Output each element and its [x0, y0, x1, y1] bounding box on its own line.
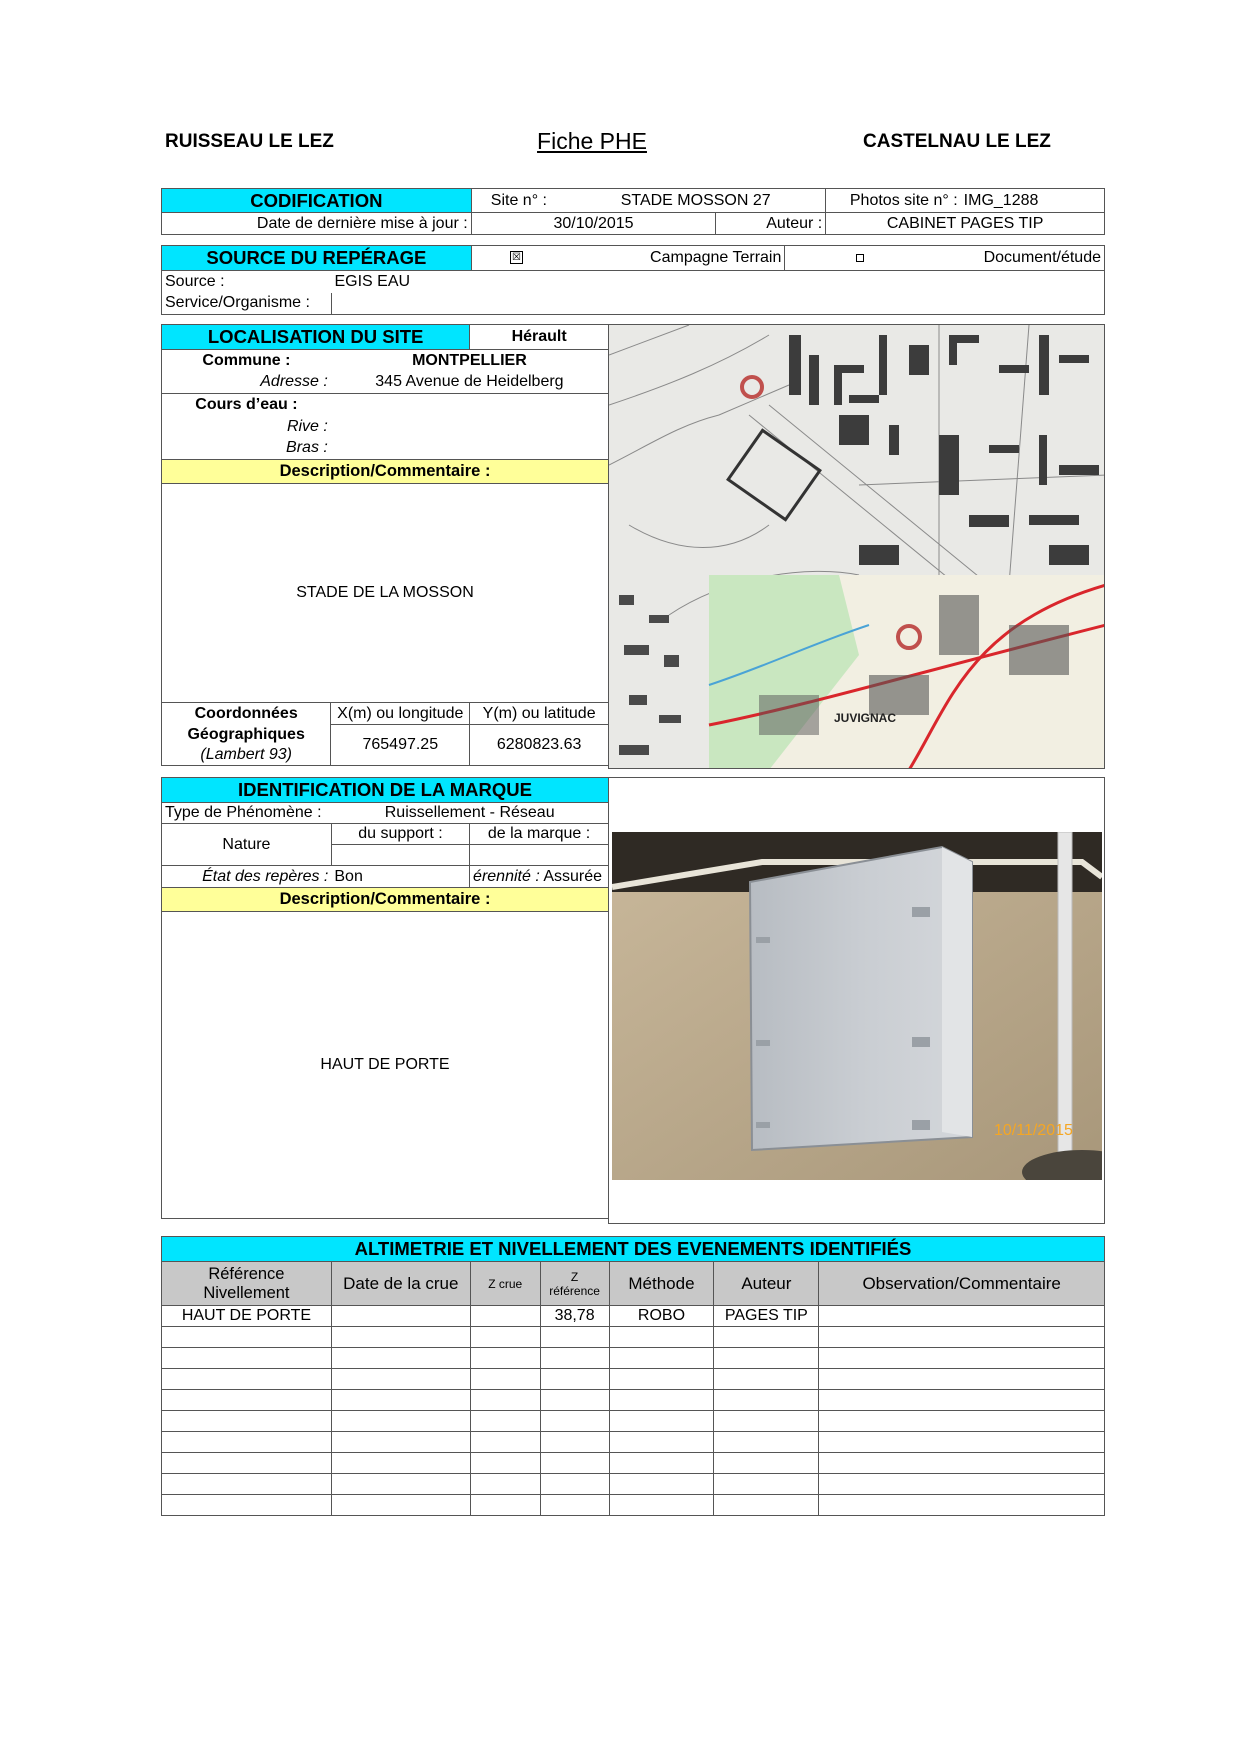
cell-zcrue: [470, 1495, 540, 1516]
perennite-value: Assurée: [543, 867, 603, 885]
marque-label: de la marque :: [470, 824, 609, 845]
site-label: Site n° :: [471, 189, 566, 213]
cell-methode: [609, 1453, 714, 1474]
cell-obs: [819, 1306, 1105, 1327]
date-value: 30/10/2015: [471, 213, 716, 235]
cell-methode: [609, 1348, 714, 1369]
adresse-label: Adresse :: [162, 372, 331, 394]
source-label: Source :: [162, 271, 332, 293]
support-label: du support :: [331, 824, 469, 845]
cell-methode: [609, 1390, 714, 1411]
cell-obs: [819, 1495, 1105, 1516]
cell-zref: 38,78: [540, 1306, 609, 1327]
cell-zref: [540, 1432, 609, 1453]
date-label: Date de dernière mise à jour :: [162, 213, 472, 235]
col-ref-line1: Référence: [208, 1264, 285, 1283]
campagne-checkbox[interactable]: ☒: [510, 251, 523, 264]
cell-zcrue: [470, 1432, 540, 1453]
cell-ref: [162, 1432, 332, 1453]
coord-label-1: Coordonnées: [162, 703, 331, 725]
map-place-label: JUVIGNAC: [834, 711, 897, 725]
cell-date: [331, 1453, 470, 1474]
cell-zref: [540, 1390, 609, 1411]
cell-date: [331, 1390, 470, 1411]
cell-zcrue: [470, 1453, 540, 1474]
auteur-value: CABINET PAGES TIP: [826, 213, 1105, 235]
table-row: [162, 1306, 1105, 1327]
cell-methode: [609, 1474, 714, 1495]
photo-date-stamp: 10/11/2015: [994, 1122, 1073, 1139]
type-value: Ruissellement - Réseau: [331, 803, 608, 824]
col-methode: Méthode: [609, 1262, 714, 1306]
codification-heading: CODIFICATION: [162, 189, 472, 213]
header-right: CASTELNAU LE LEZ: [863, 131, 1051, 152]
identification-heading: IDENTIFICATION DE LA MARQUE: [162, 778, 609, 803]
col-observation: Observation/Commentaire: [819, 1262, 1105, 1306]
site-value: STADE MOSSON 27: [566, 189, 826, 213]
perennite-label: érennité :: [473, 867, 540, 885]
cell-zref: [540, 1453, 609, 1474]
cell-zref: [540, 1348, 609, 1369]
cell-auteur: [714, 1432, 819, 1453]
campagne-label: Campagne Terrain: [561, 246, 785, 271]
photos-label: Photos site n° :: [826, 189, 961, 213]
cell-ref: [162, 1411, 332, 1432]
table-row: [162, 1411, 1105, 1432]
col-auteur: Auteur: [714, 1262, 819, 1306]
y-value: 6280823.63: [470, 725, 609, 766]
cell-ref: [162, 1495, 332, 1516]
identification-table: [161, 777, 609, 1219]
map-illustration: [609, 325, 1105, 769]
coord-label-3: (Lambert 93): [162, 745, 331, 766]
cell-ref: HAUT DE PORTE: [162, 1306, 332, 1327]
nature-label: Nature: [162, 824, 332, 866]
col-ref-line2: Nivellement: [203, 1283, 290, 1302]
identification-desc-value: HAUT DE PORTE: [162, 912, 609, 1219]
document-label: Document/étude: [935, 246, 1105, 271]
cell-ref: [162, 1474, 332, 1495]
commune-value: MONTPELLIER: [331, 350, 609, 372]
cell-methode: [609, 1495, 714, 1516]
photos-value: IMG_1288: [961, 189, 1105, 213]
cell-obs: [819, 1390, 1105, 1411]
cell-obs: [819, 1369, 1105, 1390]
identification-desc-heading: Description/Commentaire :: [162, 888, 609, 912]
cell-auteur: [714, 1390, 819, 1411]
codification-table: [161, 188, 1105, 235]
rive-label: Rive :: [162, 416, 331, 438]
cell-date: [331, 1432, 470, 1453]
cell-ref: [162, 1327, 332, 1348]
auteur-label: Auteur :: [716, 213, 826, 235]
cell-date: [331, 1474, 470, 1495]
cell-zcrue: [470, 1411, 540, 1432]
localisation-desc-heading: Description/Commentaire :: [162, 460, 609, 484]
cell-date: [331, 1306, 470, 1327]
cell-auteur: [714, 1327, 819, 1348]
etat-value: Bon: [331, 866, 469, 888]
page-title: Fiche PHE: [537, 128, 647, 154]
cell-zref: [540, 1327, 609, 1348]
table-row: [162, 1432, 1105, 1453]
cell-zcrue: [470, 1474, 540, 1495]
etat-label: État des repères :: [162, 866, 332, 888]
cell-date: [331, 1495, 470, 1516]
cours-eau-label: Cours d’eau :: [162, 394, 331, 416]
cell-zcrue: [470, 1327, 540, 1348]
cell-methode: [609, 1432, 714, 1453]
cell-obs: [819, 1474, 1105, 1495]
cell-date: [331, 1411, 470, 1432]
table-row: [162, 1390, 1105, 1411]
col-zcrue: Z crue: [470, 1262, 540, 1306]
table-row: [162, 1327, 1105, 1348]
photo-illustration: [612, 832, 1102, 1180]
cell-auteur: [714, 1348, 819, 1369]
col-zref-line1: Z: [570, 1269, 579, 1284]
col-date: Date de la crue: [331, 1262, 470, 1306]
cell-date: [331, 1327, 470, 1348]
altimetrie-table: [161, 1236, 1105, 1516]
cell-zcrue: [470, 1348, 540, 1369]
cell-obs: [819, 1348, 1105, 1369]
cell-zref: [540, 1411, 609, 1432]
cell-methode: [609, 1369, 714, 1390]
table-row: [162, 1474, 1105, 1495]
cell-methode: ROBO: [609, 1306, 714, 1327]
table-row: [162, 1369, 1105, 1390]
altimetrie-heading: ALTIMETRIE ET NIVELLEMENT DES EVENEMENTS IDENTIFIÉS: [162, 1237, 1105, 1262]
cell-ref: [162, 1390, 332, 1411]
cell-date: [331, 1369, 470, 1390]
x-label: X(m) ou longitude: [331, 703, 470, 725]
cell-obs: [819, 1432, 1105, 1453]
localisation-table: [161, 324, 609, 766]
cell-auteur: PAGES TIP: [714, 1306, 819, 1327]
cell-date: [331, 1348, 470, 1369]
cell-obs: [819, 1411, 1105, 1432]
adresse-value: 345 Avenue de Heidelberg: [331, 372, 609, 394]
source-table: [161, 245, 1105, 315]
cell-zcrue: [470, 1306, 540, 1327]
x-value: 765497.25: [331, 725, 470, 766]
cell-methode: [609, 1327, 714, 1348]
table-row: [162, 1348, 1105, 1369]
localisation-desc-value: STADE DE LA MOSSON: [162, 484, 609, 703]
cell-zref: [540, 1474, 609, 1495]
localisation-heading: LOCALISATION DU SITE: [162, 325, 470, 350]
type-label: Type de Phénomène :: [162, 803, 332, 824]
col-zref-line2: référence: [549, 1283, 600, 1298]
cell-auteur: [714, 1474, 819, 1495]
cell-auteur: [714, 1369, 819, 1390]
cell-ref: [162, 1369, 332, 1390]
cell-auteur: [714, 1411, 819, 1432]
cell-ref: [162, 1453, 332, 1474]
coord-label-2: Géographiques: [162, 725, 331, 745]
cell-obs: [819, 1327, 1105, 1348]
cell-obs: [819, 1453, 1105, 1474]
service-value: EGIS EAU: [334, 272, 411, 290]
cell-auteur: [714, 1495, 819, 1516]
cell-ref: [162, 1348, 332, 1369]
table-row: [162, 1453, 1105, 1474]
commune-label: Commune :: [162, 350, 331, 372]
y-label: Y(m) ou latitude: [470, 703, 609, 725]
site-photo: [612, 832, 1102, 1180]
service-label: Service/Organisme :: [162, 293, 332, 315]
source-heading: SOURCE DU REPÉRAGE: [162, 246, 472, 271]
cell-zcrue: [470, 1390, 540, 1411]
cell-zcrue: [470, 1369, 540, 1390]
header-left: RUISSEAU LE LEZ: [165, 131, 334, 152]
cell-zref: [540, 1369, 609, 1390]
document-checkbox[interactable]: [856, 254, 864, 262]
cell-methode: [609, 1411, 714, 1432]
table-row: [162, 1495, 1105, 1516]
cell-auteur: [714, 1453, 819, 1474]
cell-zref: [540, 1495, 609, 1516]
departement: Hérault: [470, 325, 609, 350]
bras-label: Bras :: [162, 438, 331, 460]
location-map: [608, 324, 1105, 769]
